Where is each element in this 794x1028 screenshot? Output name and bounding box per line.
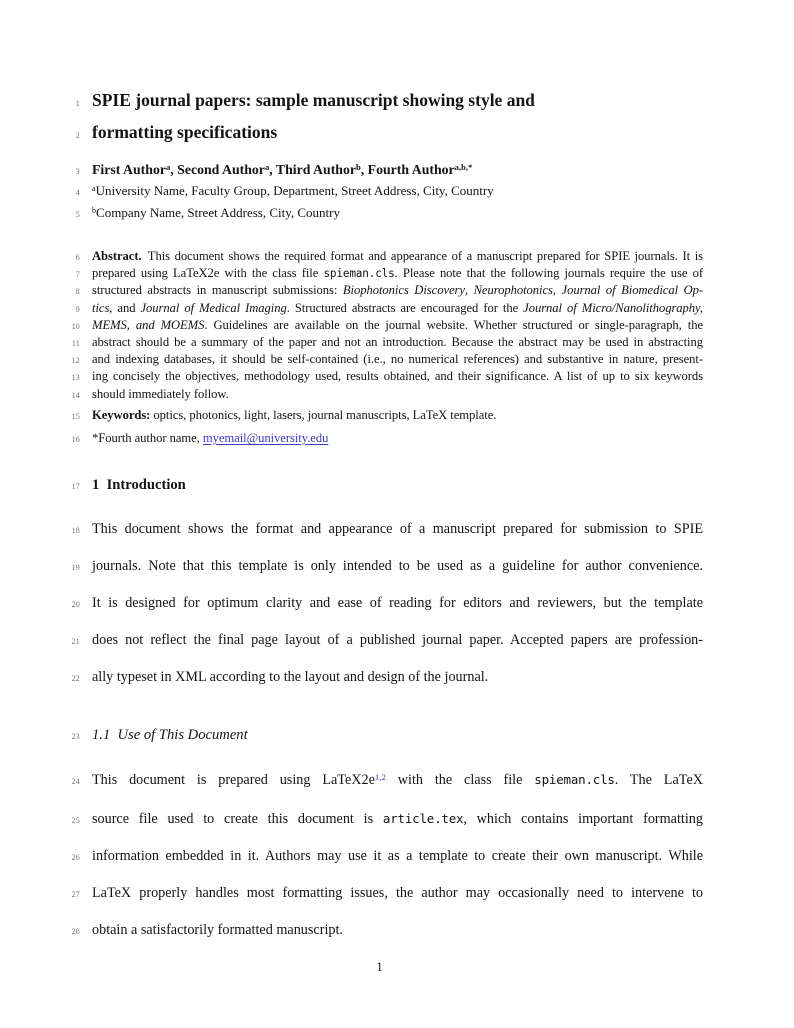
document-line (56, 265, 703, 282)
text-segment: Journal of Micro/Nanolithography, (523, 300, 703, 315)
text-segment: source file used to create this document is (92, 811, 383, 828)
text-segment: . Please note that the following journals require the use of (394, 266, 703, 281)
document-line (56, 334, 703, 351)
line-number: 6 (75, 253, 80, 262)
text-segment: Abstract. (92, 249, 142, 263)
text-segment: information embedded in it. Authors may use it as a template to create their own manuscript. While (92, 848, 703, 865)
text-segment: a (264, 161, 270, 172)
text-segment: tics (92, 300, 110, 315)
text-segment: This document shows the format and appearance of a manuscript prepared for submission to SPIE (92, 521, 703, 538)
line-number: 20 (71, 600, 80, 610)
text-segment: This document shows the required format and appearance of a manuscript prepared for SPIE journals. It is (141, 249, 703, 263)
line-text (92, 723, 703, 747)
text-segment: , (552, 283, 562, 298)
text-segment: journals. Note that this template is only intended to be used as a guideline for author convenience. (92, 558, 703, 575)
text-segment: ing concisely the objectives, methodology used, results obtained, and their significance. A list of up to six keywords (92, 369, 703, 384)
line-number: 25 (71, 816, 80, 826)
text-segment: Biophotonics Discovery (342, 283, 465, 298)
line-number: 1 (75, 99, 80, 108)
text-segment: . The LaTeX (614, 772, 703, 789)
line-number: 3 (75, 167, 80, 176)
document-lines (56, 84, 703, 949)
line-text (92, 511, 703, 548)
email-link[interactable]: myemail@university.edu (202, 431, 329, 446)
text-segment: Neurophotonics (473, 283, 553, 298)
line-number: 23 (71, 732, 80, 742)
document-line (56, 116, 703, 148)
line-text (92, 912, 703, 949)
text-segment: SPIE journal papers: sample manuscript showing style and (92, 90, 535, 110)
line-number: 27 (71, 890, 80, 900)
text-segment: *Fourth author name, (92, 431, 203, 446)
line-number: 11 (71, 339, 80, 349)
text-segment: Company Name, Street Address, City, Country (96, 205, 340, 220)
line-text (92, 317, 703, 334)
line-text (92, 838, 703, 875)
document-line (56, 300, 703, 317)
line-number: 18 (71, 526, 80, 536)
line-text (92, 659, 703, 696)
text-segment: 1.1 Use of This Document (92, 727, 248, 744)
document-line (56, 160, 703, 181)
line-text (92, 282, 703, 299)
document-line (56, 659, 703, 696)
text-segment: abstract should be a summary of the paper and not an introduction. Because the abstract may be used in abstracting (92, 335, 703, 350)
document-line (56, 248, 703, 265)
text-segment: It is designed for optimum clarity and ease of reading for editors and reviewers, but the template (92, 595, 703, 612)
line-text (92, 84, 703, 116)
document-line (56, 761, 703, 800)
document-line (56, 351, 703, 368)
line-text (92, 761, 703, 800)
text-segment: , Second Author (170, 162, 265, 177)
document-line (56, 548, 703, 585)
text-segment: and indexing databases, it should be self-contained (i.e., no numerical references) and substantive in nature, present- (92, 352, 703, 367)
document-line (56, 585, 703, 622)
text-segment: , Fourth Author (360, 162, 455, 177)
line-number: 17 (71, 482, 80, 492)
document-line (56, 912, 703, 949)
text-segment: First Author (92, 162, 166, 177)
text-segment: spieman.cls (323, 267, 395, 281)
line-text (92, 386, 703, 403)
text-segment: 1 Introduction (92, 477, 186, 494)
text-segment: . Structured abstracts are encouraged for the (286, 300, 524, 315)
line-number: 16 (71, 435, 80, 445)
line-text (92, 368, 703, 385)
text-segment: should immediately follow. (92, 386, 229, 401)
text-segment: MEMS, and MOEMS (92, 317, 205, 332)
document-line (56, 723, 703, 747)
line-number: 14 (71, 390, 80, 400)
text-segment: ally typeset in XML according to the layout and design of the journal. (92, 669, 489, 686)
text-segment: a,b,* (454, 161, 473, 172)
text-segment: article.tex (382, 811, 464, 827)
line-text (92, 248, 703, 265)
line-number: 10 (71, 321, 80, 331)
line-text (92, 622, 703, 659)
line-text (92, 585, 703, 622)
text-segment: , Third Author (269, 162, 356, 177)
line-text (92, 116, 703, 148)
document-line (56, 203, 703, 225)
citation-link[interactable]: 1,2 (374, 771, 386, 782)
text-segment: . Guidelines are available on the journal website. Whether structured or single-paragraph, the (204, 317, 703, 332)
document-line (56, 800, 703, 838)
line-number: 26 (71, 853, 80, 863)
document-line (56, 386, 703, 403)
document-line (56, 317, 703, 334)
text-segment: with the class file (385, 772, 535, 789)
line-text (92, 160, 703, 181)
line-text (92, 430, 703, 447)
line-text (92, 181, 703, 203)
line-number: 4 (75, 188, 80, 197)
line-text (92, 203, 703, 225)
line-number: 19 (71, 563, 80, 573)
line-text (92, 351, 703, 368)
text-segment: Journal of Biomedical Op- (561, 283, 704, 298)
text-segment: does not reflect the final page layout of a published journal paper. Accepted papers are profession- (92, 632, 703, 649)
document-line (56, 875, 703, 912)
line-text (92, 473, 703, 497)
document-line (56, 430, 703, 447)
text-segment: This document is prepared using LaTeX2e (92, 772, 375, 789)
line-number: 8 (75, 287, 80, 297)
text-segment: , and (109, 300, 141, 315)
text-segment: b (92, 205, 97, 215)
document-line (56, 838, 703, 875)
line-text (92, 800, 703, 838)
document-line (56, 84, 703, 116)
text-segment: structured abstracts in manuscript submissions: (92, 283, 343, 298)
text-segment: prepared using LaTeX2e with the class file (92, 266, 324, 281)
line-number: 2 (75, 131, 80, 140)
text-segment: formatting specifications (92, 122, 278, 142)
line-number: 24 (71, 777, 80, 787)
line-number: 15 (71, 411, 80, 421)
document-line (56, 622, 703, 659)
document-line (56, 407, 703, 424)
line-number: 5 (75, 210, 80, 219)
document-line (56, 511, 703, 548)
line-number: 7 (75, 270, 80, 280)
line-text (92, 334, 703, 351)
text-segment: spieman.cls (534, 772, 615, 788)
text-segment: Keywords: (92, 407, 151, 422)
text-segment: a (165, 161, 171, 172)
line-text (92, 265, 703, 282)
line-number: 21 (71, 637, 80, 647)
text-segment: University Name, Faculty Group, Department, Street Address, City, Country (95, 183, 494, 198)
line-number: 13 (71, 373, 80, 383)
text-segment: , (464, 283, 474, 298)
text-segment: Journal of Medical Imaging (140, 300, 287, 315)
line-number: 22 (71, 674, 80, 684)
text-segment: LaTeX properly handles most formatting issues, the author may occasionally need to intervene to (92, 885, 703, 902)
text-segment: obtain a satisfactorily formatted manuscript. (92, 922, 343, 939)
document-line (56, 282, 703, 299)
text-segment: , which contains important formatting (463, 811, 703, 828)
line-text (92, 875, 703, 912)
line-number: 9 (75, 304, 80, 314)
line-number: 12 (71, 356, 80, 366)
text-segment: optics, photonics, light, lasers, journal manuscripts, LaTeX template. (150, 407, 497, 422)
page-number: 1 (376, 959, 383, 975)
text-segment: a (92, 183, 96, 193)
document-line (56, 181, 703, 203)
document-line (56, 473, 703, 497)
text-segment: b (356, 161, 361, 172)
line-text (92, 548, 703, 585)
line-text (92, 407, 703, 424)
line-text (92, 300, 703, 317)
document-line (56, 368, 703, 385)
line-number: 28 (71, 927, 80, 937)
